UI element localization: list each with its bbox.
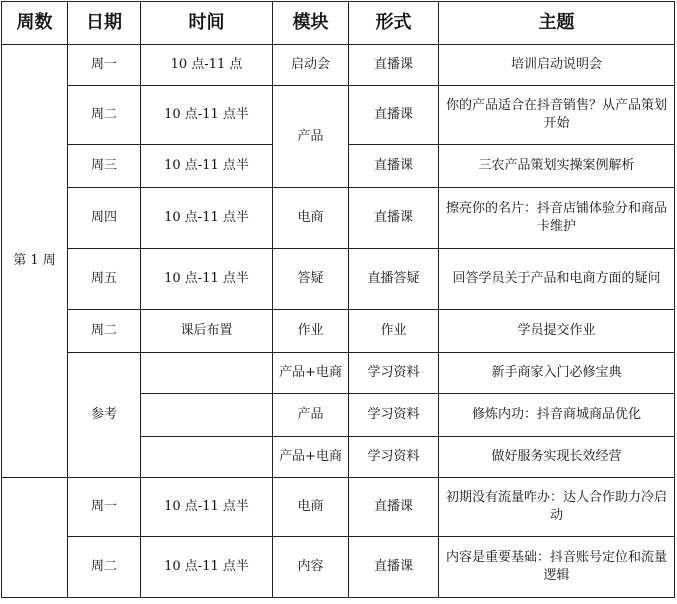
time-cell: 10 点-11 点半: [141, 188, 273, 249]
schedule-table: [1, 1, 675, 598]
date-cell: 周一: [68, 45, 141, 86]
date-cell: 周二: [68, 86, 141, 145]
table-row: [2, 353, 675, 394]
module-cell: 产品+电商: [273, 353, 349, 394]
topic-cell: 你的产品适合在抖音销售？从产品策划开始: [439, 86, 675, 145]
module-cell: 产品: [273, 394, 349, 437]
module-cell: 产品: [273, 86, 349, 188]
table-row: [2, 478, 675, 537]
topic-cell: 新手商家入门必修宝典: [439, 353, 675, 394]
module-cell: 启动会: [273, 45, 349, 86]
date-cell: 周二: [68, 537, 141, 598]
header-week: 周数: [2, 2, 68, 45]
date-cell: 周二: [68, 310, 141, 353]
week-cell: [2, 478, 68, 598]
format-cell: 作业: [349, 310, 439, 353]
table-row: [2, 249, 675, 310]
module-cell: 内容: [273, 537, 349, 598]
topic-cell: 擦亮你的名片：抖音店铺体验分和商品卡维护: [439, 188, 675, 249]
header-time: 时间: [141, 2, 273, 45]
table-row: [2, 45, 675, 86]
time-cell: [141, 437, 273, 478]
format-cell: 直播课: [349, 145, 439, 188]
date-cell: 周一: [68, 478, 141, 537]
time-cell: 10 点-11 点半: [141, 478, 273, 537]
module-cell: 电商: [273, 188, 349, 249]
table-row: [2, 86, 675, 145]
topic-cell: 初期没有流量咋办：达人合作助力冷启动: [439, 478, 675, 537]
header-row: [2, 2, 675, 45]
time-cell: 课后布置: [141, 310, 273, 353]
week-cell: 第 1 周: [2, 45, 68, 478]
date-cell: 参考: [68, 353, 141, 478]
topic-cell: 修炼内功：抖音商城商品优化: [439, 394, 675, 437]
format-cell: 学习资料: [349, 437, 439, 478]
topic-cell: 学员提交作业: [439, 310, 675, 353]
header-topic: 主题: [439, 2, 675, 45]
topic-cell: 培训启动说明会: [439, 45, 675, 86]
table-row: [2, 188, 675, 249]
time-cell: 10 点-11 点半: [141, 537, 273, 598]
topic-cell: 回答学员关于产品和电商方面的疑问: [439, 249, 675, 310]
header-module: 模块: [273, 2, 349, 45]
header-format: 形式: [349, 2, 439, 45]
time-cell: 10 点-11 点: [141, 45, 273, 86]
time-cell: [141, 394, 273, 437]
table-row: [2, 310, 675, 353]
format-cell: 直播课: [349, 188, 439, 249]
date-cell: 周三: [68, 145, 141, 188]
module-cell: 电商: [273, 478, 349, 537]
format-cell: 直播课: [349, 478, 439, 537]
header-date: 日期: [68, 2, 141, 45]
format-cell: 直播答疑: [349, 249, 439, 310]
topic-cell: 做好服务实现长效经营: [439, 437, 675, 478]
topic-cell: 内容是重要基础：抖音账号定位和流量逻辑: [439, 537, 675, 598]
module-cell: 作业: [273, 310, 349, 353]
topic-cell: 三农产品策划实操案例解析: [439, 145, 675, 188]
module-cell: 产品+电商: [273, 437, 349, 478]
time-cell: 10 点-11 点半: [141, 145, 273, 188]
format-cell: 直播课: [349, 86, 439, 145]
date-cell: 周五: [68, 249, 141, 310]
time-cell: [141, 353, 273, 394]
date-cell: 周四: [68, 188, 141, 249]
time-cell: 10 点-11 点半: [141, 249, 273, 310]
time-cell: 10 点-11 点半: [141, 86, 273, 145]
module-cell: 答疑: [273, 249, 349, 310]
table-row: [2, 537, 675, 598]
format-cell: 直播课: [349, 45, 439, 86]
format-cell: 学习资料: [349, 394, 439, 437]
format-cell: 直播课: [349, 537, 439, 598]
format-cell: 学习资料: [349, 353, 439, 394]
